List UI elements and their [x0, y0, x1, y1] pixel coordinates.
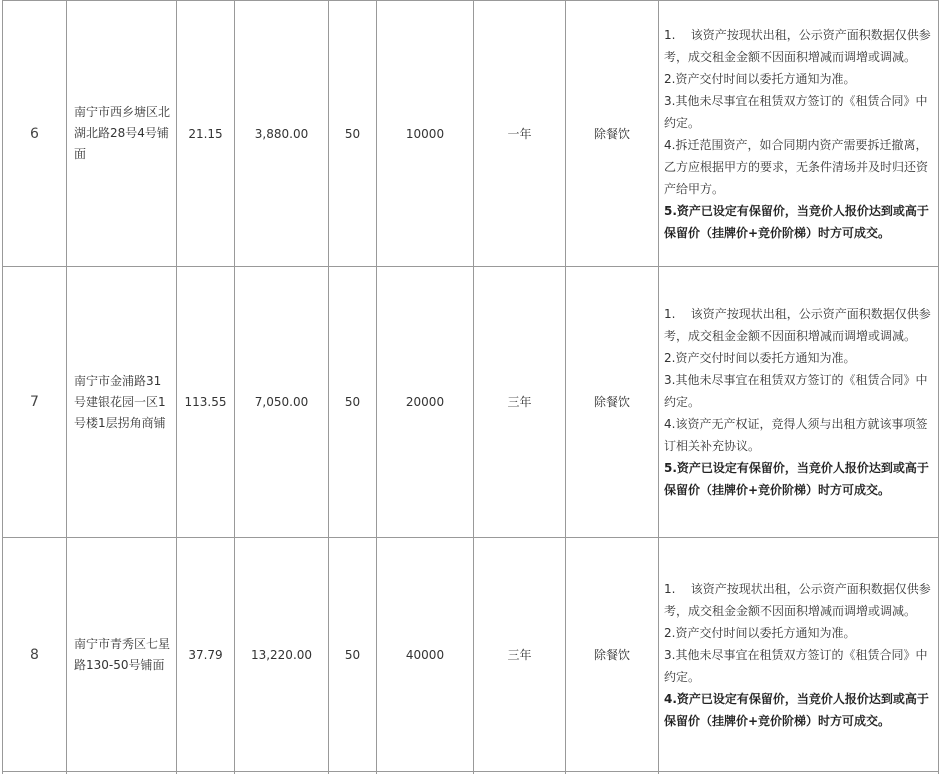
bid-increment: 50	[329, 538, 377, 772]
cell	[3, 772, 67, 774]
cell	[329, 772, 377, 774]
asset-address: 南宁市青秀区七星路130-50号铺面	[67, 538, 177, 772]
cell	[377, 772, 474, 774]
remarks-cell	[659, 1, 939, 267]
bid-increment: 50	[329, 267, 377, 538]
table-row	[3, 1, 939, 267]
lease-term: 三年	[474, 267, 566, 538]
remark-item: 4.拆迁范围资产，如合同期内资产需要拆迁撤离，乙方应根据甲方的要求，无条件清场并及时归还资产给甲方。	[664, 137, 929, 196]
listing-rent: 3,880.00	[235, 1, 329, 267]
cell	[659, 772, 939, 774]
row-number: 7	[3, 267, 67, 538]
table-row	[3, 538, 939, 772]
remark-item: 2.资产交付时间以委托方通知为准。	[664, 351, 856, 365]
lease-term: 三年	[474, 538, 566, 772]
remark-item: 3.其他未尽事宜在租赁双方签订的《租赁合同》中约定。	[664, 373, 928, 409]
bid-increment: 50	[329, 1, 377, 267]
row-number: 6	[3, 1, 67, 267]
usage-restriction: 除餐饮	[566, 267, 659, 538]
remark-item: 5.资产已设定有保留价，当竞价人报价达到或高于保留价（挂牌价+竞价阶梯）时方可成交。	[664, 203, 929, 240]
lease-term: 一年	[474, 1, 566, 267]
listing-rent: 7,050.00	[235, 267, 329, 538]
remark-item: 3.其他未尽事宜在租赁双方签订的《租赁合同》中约定。	[664, 93, 928, 130]
usage-restriction: 除餐饮	[566, 538, 659, 772]
remark-item: 1. 该资产按现状出租，公示资产面积数据仅供参考，成交租金金额不因面积增减而调增或调减。	[664, 307, 931, 343]
remarks-cell	[659, 538, 939, 772]
deposit: 40000	[377, 538, 474, 772]
asset-table	[2, 0, 939, 774]
remark-item: 2.资产交付时间以委托方通知为准。	[664, 625, 856, 640]
asset-area: 113.55	[177, 267, 235, 538]
deposit: 10000	[377, 1, 474, 267]
cell	[67, 772, 177, 774]
remark-item: 1. 该资产按现状出租，公示资产面积数据仅供参考，成交租金金额不因面积增减而调增或调减。	[664, 581, 931, 618]
cell	[177, 772, 235, 774]
table-row-partial	[3, 772, 939, 774]
remark-item: 4.资产已设定有保留价，当竞价人报价达到或高于保留价（挂牌价+竞价阶梯）时方可成交。	[664, 691, 929, 728]
cell	[474, 772, 566, 774]
usage-restriction: 除餐饮	[566, 1, 659, 267]
row-number: 8	[3, 538, 67, 772]
remark-item: 3.其他未尽事宜在租赁双方签订的《租赁合同》中约定。	[664, 647, 928, 684]
table-row	[3, 267, 939, 538]
asset-table-body	[3, 1, 939, 774]
asset-address: 南宁市金浦路31号建银花园一区1号楼1层拐角商铺	[67, 267, 177, 538]
listing-rent: 13,220.00	[235, 538, 329, 772]
asset-area: 37.79	[177, 538, 235, 772]
remark-item: 2.资产交付时间以委托方通知为准。	[664, 71, 856, 86]
remark-item: 4.该资产无产权证，竞得人须与出租方就该事项签订相关补充协议。	[664, 417, 928, 453]
remark-item: 5.资产已设定有保留价，当竞价人报价达到或高于保留价（挂牌价+竞价阶梯）时方可成交。	[664, 461, 929, 497]
asset-area: 21.15	[177, 1, 235, 267]
remarks-cell	[659, 267, 939, 538]
cell	[235, 772, 329, 774]
cell	[566, 772, 659, 774]
asset-address: 南宁市西乡塘区北湖北路28号4号铺面	[67, 1, 177, 267]
remark-item: 1. 该资产按现状出租，公示资产面积数据仅供参考，成交租金金额不因面积增减而调增或调减。	[664, 27, 931, 64]
deposit: 20000	[377, 267, 474, 538]
